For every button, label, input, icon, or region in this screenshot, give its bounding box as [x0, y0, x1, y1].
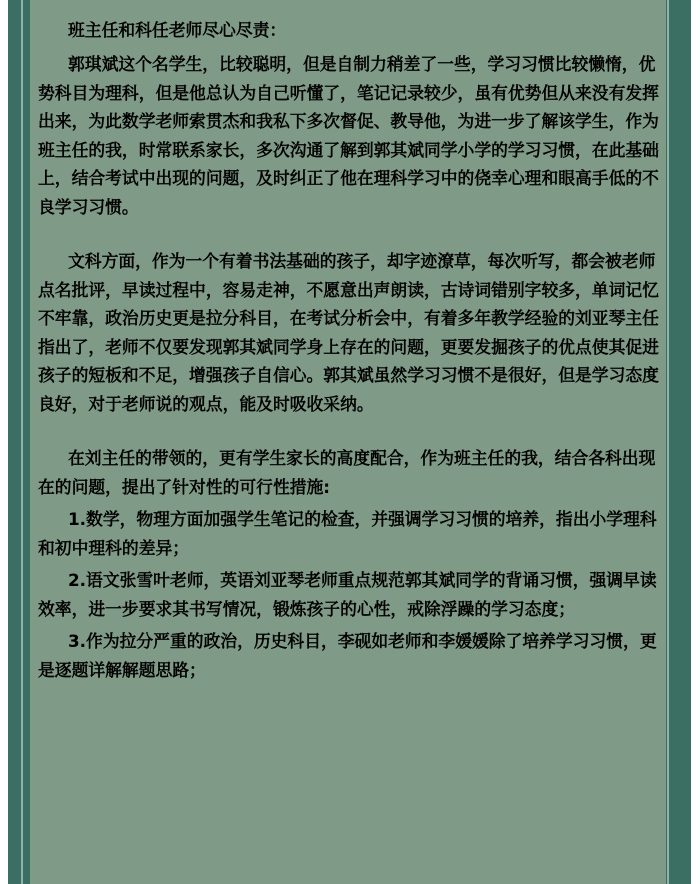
paragraph-measures-intro: 在刘主任的带领的，更有学生家长的高度配合，作为班主任的我，结合各科出现在的问题，提出了针对性的可行性措施: [38, 448, 656, 497]
measure-item-1: 1.数学，物理方面加强学生笔记的检查，并强调学习习惯的培养，指出小学理科和初中理科的差异； [38, 509, 657, 558]
paragraph-science-habits: 郭琪斌这个名学生，比较聪明，但是自制力稍差了一些，学习习惯比较懒惰，优势科目为理科，但是他总认为自己听懂了，笔记记录较少，虽有优势但从来没有发挥出来，为此数学老师索贯杰和我私下多次督促、教导他，为进一步了解该学生，作为班主任的我，时常联系家长，多次沟通了解到郭其斌同学小学的学习习惯，在此基础上，结合考试中出现的问题，及时纠正了他在理科学习中的侥幸心理和眼高手低的不良学习习惯。 [38, 54, 659, 217]
section-heading: 班主任和科任老师尽心尽责： [68, 20, 287, 40]
paragraph-spacer [38, 221, 662, 247]
paragraph-spacer [38, 418, 662, 444]
frame-left-line [21, 0, 23, 884]
paragraph-liberal-arts: 文科方面，作为一个有着书法基础的孩子，却字迹潦草，每次听写，都会被老师点名批评，早读过程中，容易走神，不愿意出声朗读，古诗词错别字较多，单词记忆不牢靠，政治历史更是拉分科目，在考试分析会中，有着多年教学经验的刘亚琴主任指出了，老师不仅要发现郭其斌同学身上存在的问题，更要发掘孩子的优点使其促进孩子的短板和不足，增强孩子自信心。郭其斌虽然学习习惯不是很好，但是学习态度良好，对于老师说的观点，能及时吸收采纳。 [38, 251, 659, 414]
frame-right-line [667, 0, 669, 884]
measure-item-3: 3.作为拉分严重的政治，历史科目，李砚如老师和李媛媛除了培养学习习惯，更是逐题详解解题思路； [38, 631, 657, 680]
article-body [38, 16, 662, 684]
measure-item-2: 2.语文张雪叶老师，英语刘亚琴老师重点规范郭其斌同学的背诵习惯，强调早读效率，进一步要求其书写情况，锻炼孩子的心性，戒除浮躁的学习态度； [38, 570, 657, 619]
